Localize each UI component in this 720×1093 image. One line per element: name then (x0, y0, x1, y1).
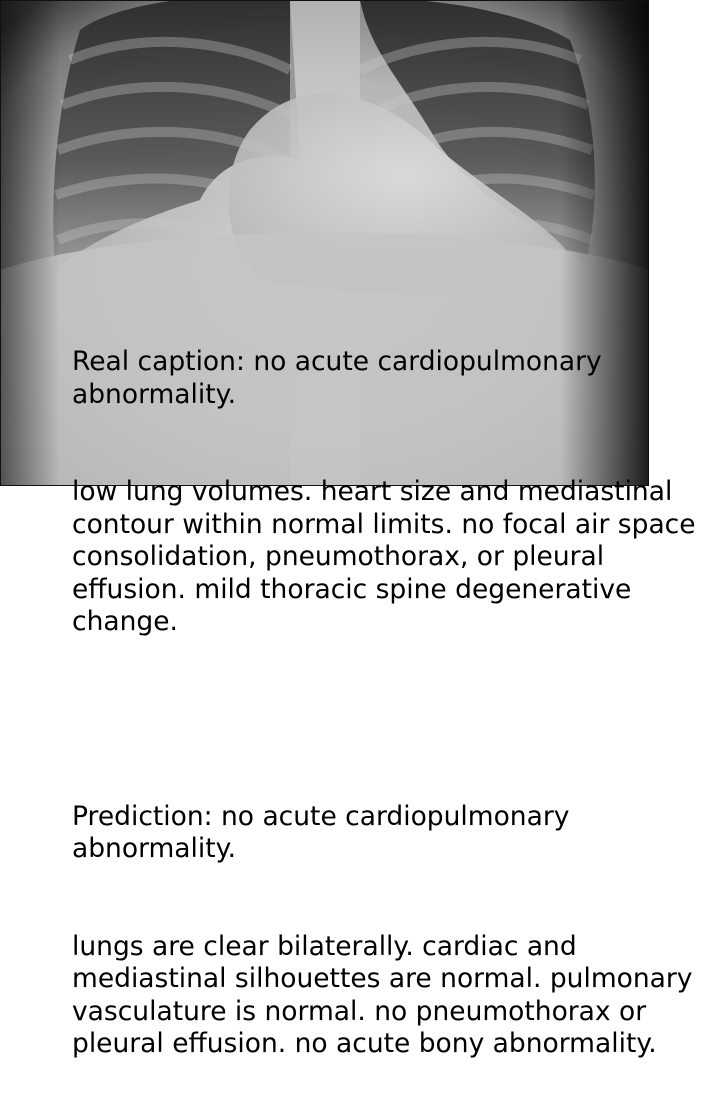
real-caption-findings: low lung volumes. heart size and mediastinal contour within normal limits. no focal air space consolidation, pneumothorax, or pleural effusion. mild thoracic spine degenerative change. (72, 476, 704, 637)
prediction-impression (72, 801, 720, 866)
real-caption-impression-text: no acute cardiopulmonary abnormality. (72, 346, 611, 410)
real-caption-label: Real caption: (72, 346, 245, 377)
prediction-impression-text: no acute cardiopulmonary abnormality. (72, 800, 578, 864)
prediction-label: Prediction: (72, 800, 213, 832)
caption-block (72, 281, 720, 1093)
real-caption-impression (72, 346, 720, 411)
caption-spacer (72, 704, 720, 736)
prediction-findings: lungs are clear bilaterally. cardiac and mediastinal silhouettes are normal. pulmonary vasculature is normal. no pneumothorax or pleural effusion. no acute bony abnormality. (72, 930, 701, 1059)
